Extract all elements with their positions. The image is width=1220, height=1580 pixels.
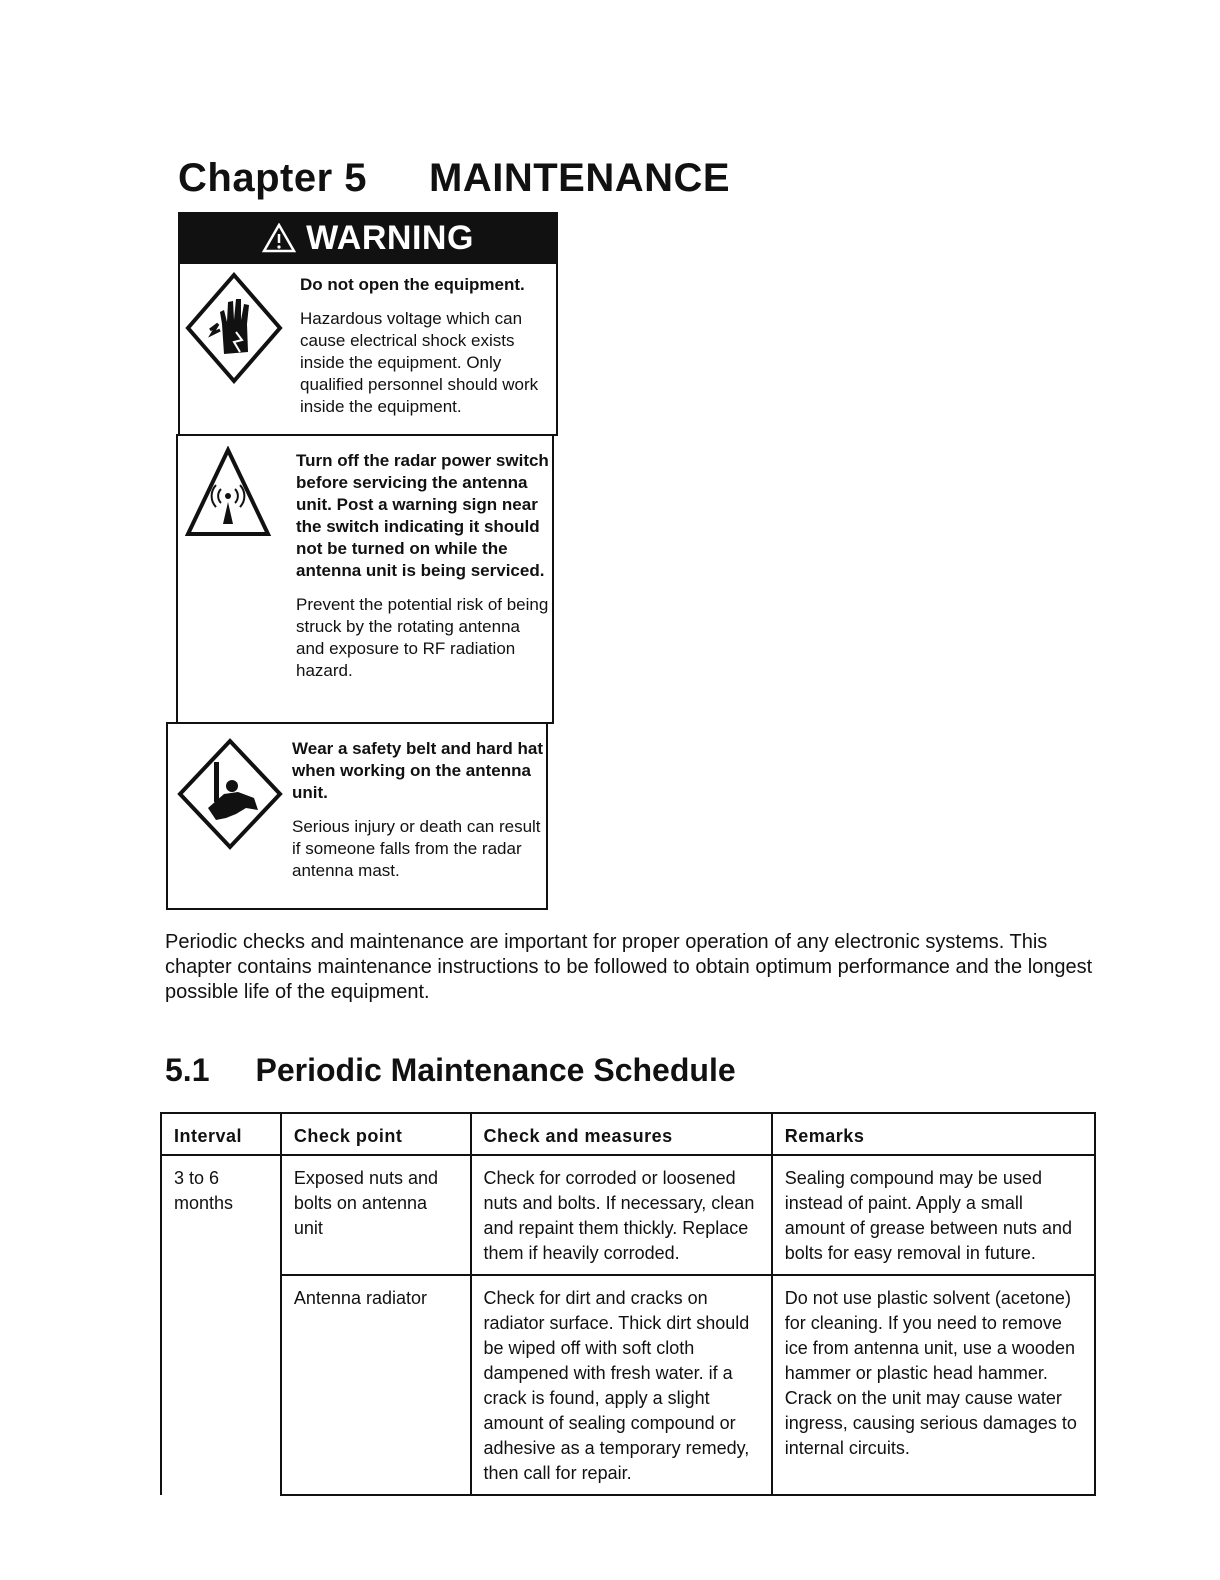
header-check-point: Check point: [281, 1113, 471, 1155]
chapter-label: Chapter 5: [178, 156, 367, 200]
section-name: Periodic Maintenance Schedule: [255, 1052, 736, 1088]
table-row: [161, 1155, 1095, 1275]
cell-check-measures: Check for corroded or loosened nuts and bolts. If necessary, clean and repaint them thickly. Replace them if heavily corroded.: [471, 1155, 772, 1275]
warning-header-text: WARNING: [306, 218, 474, 257]
electric-shock-icon: [184, 272, 284, 384]
cell-check-measures: Check for dirt and cracks on radiator surface. Thick dirt should be wiped off with soft cloth dampened with fresh water. if a crack is found, apply a slight amount of sealing compound or adhesive as a temporary remedy, then call for repair.: [471, 1275, 772, 1495]
header-remarks: Remarks: [772, 1113, 1095, 1155]
chapter-title: [178, 156, 730, 201]
warning-item-3-headline: Wear a safety belt and hard hat when working on the antenna unit.: [292, 739, 543, 802]
warning-item-1: [300, 274, 552, 418]
warning-triangle-icon: [262, 223, 296, 253]
chapter-name: MAINTENANCE: [429, 156, 731, 200]
warning-item-3-body: Serious injury or death can result if someone falls from the radar antenna mast.: [292, 817, 541, 880]
cell-remarks: Do not use plastic solvent (acetone) for cleaning. If you need to remove ice from antenna unit, use a wooden hammer or plastic head hammer. Crack on the unit may cause water ingress, causing serious damages to internal circuits.: [772, 1275, 1095, 1495]
header-check-measures: Check and measures: [471, 1113, 772, 1155]
rf-radiation-icon: [184, 446, 272, 538]
warning-item-1-body: Hazardous voltage which can cause electrical shock exists inside the equipment. Only qualified personnel should work inside the equipment.: [300, 309, 539, 416]
header-interval: Interval: [161, 1113, 281, 1155]
warning-item-3: [292, 738, 546, 882]
section-title: [165, 1052, 736, 1089]
table-row: [161, 1275, 1095, 1495]
warning-item-2-headline: Turn off the radar power switch before servicing the antenna unit. Post a warning sign near the switch indicating it should not be turned on while the antenna unit is being serviced.: [296, 451, 549, 580]
section-number: 5.1: [165, 1052, 210, 1088]
warning-item-2-body: Prevent the potential risk of being struck by the rotating antenna and exposure to RF radiation hazard.: [296, 595, 549, 680]
warning-header: [178, 212, 558, 264]
warning-item-2: [296, 450, 552, 682]
cell-check-point: Exposed nuts and bolts on antenna unit: [281, 1155, 471, 1275]
maintenance-schedule-table: [160, 1112, 1096, 1496]
cell-interval: [161, 1275, 281, 1495]
table-header-row: [161, 1113, 1095, 1155]
cell-check-point: Antenna radiator: [281, 1275, 471, 1495]
cell-interval: 3 to 6 months: [161, 1155, 281, 1275]
warning-item-1-headline: Do not open the equipment.: [300, 275, 525, 294]
cell-remarks: Sealing compound may be used instead of paint. Apply a small amount of grease between nuts and bolts for easy removal in future.: [772, 1155, 1095, 1275]
intro-paragraph: Periodic checks and maintenance are important for proper operation of any electronic systems. This chapter contains maintenance instructions to be followed to obtain optimum performance and the longest possible life of the equipment.: [165, 931, 1093, 1003]
fall-hazard-icon: [176, 738, 284, 850]
